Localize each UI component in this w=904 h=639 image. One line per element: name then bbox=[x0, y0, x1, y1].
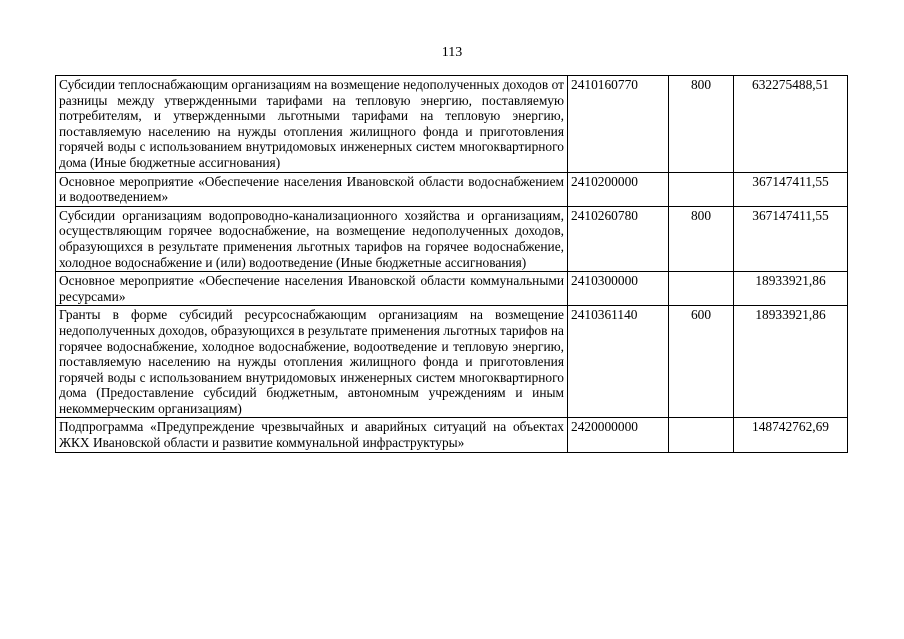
row-description: Субсидии теплоснабжающим организациям на возмещение недополученных доходов от разницы между утвержденными тарифами на тепловую энергию, поставляемую потребителям, и утвержденными льготными тарифами на тепловую энергию, поставляемую населению на нужды отопления жилищного фонда и приготовления горячей воды с использованием внутридомовых инженерных систем многоквартирного дома (Иные бюджетные ассигнования) bbox=[56, 76, 568, 173]
table-row bbox=[56, 306, 848, 418]
row-target-code: 2410300000 bbox=[568, 272, 669, 306]
row-target-code: 2410361140 bbox=[568, 306, 669, 418]
table-row bbox=[56, 76, 848, 173]
row-description: Основное мероприятие «Обеспечение населения Ивановской области коммунальными ресурсами» bbox=[56, 272, 568, 306]
row-expense-type bbox=[669, 172, 734, 206]
table-row bbox=[56, 418, 848, 452]
row-target-code: 2420000000 bbox=[568, 418, 669, 452]
row-amount: 18933921,86 bbox=[734, 306, 848, 418]
row-expense-type: 600 bbox=[669, 306, 734, 418]
row-amount: 18933921,86 bbox=[734, 272, 848, 306]
row-description: Основное мероприятие «Обеспечение населения Ивановской области водоснабжением и водоотведением» bbox=[56, 172, 568, 206]
row-description: Субсидии организациям водопроводно-канализационного хозяйства и организациям, осуществляющим горячее водоснабжение, на возмещение недополученных доходов, образующихся в результате применения льготных тарифов на горячее водоснабжение, холодное водоснабжение и (или) водоотведение (Иные бюджетные ассигнования) bbox=[56, 206, 568, 271]
row-expense-type bbox=[669, 272, 734, 306]
table-row bbox=[56, 206, 848, 271]
row-expense-type: 800 bbox=[669, 76, 734, 173]
row-description: Подпрограмма «Предупреждение чрезвычайных и аварийных ситуаций на объектах ЖКХ Ивановской области и развитие коммунальной инфраструктуры» bbox=[56, 418, 568, 452]
row-target-code: 2410260780 bbox=[568, 206, 669, 271]
table-row bbox=[56, 272, 848, 306]
row-amount: 367147411,55 bbox=[734, 206, 848, 271]
row-description: Гранты в форме субсидий ресурсоснабжающим организациям на возмещение недополученных доходов, образующихся в результате применения льготных тарифов на горячее водоснабжение, холодное водоснабжение, водоотведение и тепловую энергию, поставляемую населению на нужды отопления жилищного фонда и приготовления горячей воды с использованием внутридомовых инженерных систем многоквартирного дома (Предоставление субсидий бюджетным, автономным учреждениям и иным некоммерческим организациям) bbox=[56, 306, 568, 418]
row-target-code: 2410160770 bbox=[568, 76, 669, 173]
row-amount: 367147411,55 bbox=[734, 172, 848, 206]
row-amount: 632275488,51 bbox=[734, 76, 848, 173]
budget-table bbox=[55, 75, 848, 453]
row-expense-type: 800 bbox=[669, 206, 734, 271]
page-number: 113 bbox=[441, 45, 463, 60]
row-amount: 148742762,69 bbox=[734, 418, 848, 452]
table-row bbox=[56, 172, 848, 206]
row-expense-type bbox=[669, 418, 734, 452]
row-target-code: 2410200000 bbox=[568, 172, 669, 206]
